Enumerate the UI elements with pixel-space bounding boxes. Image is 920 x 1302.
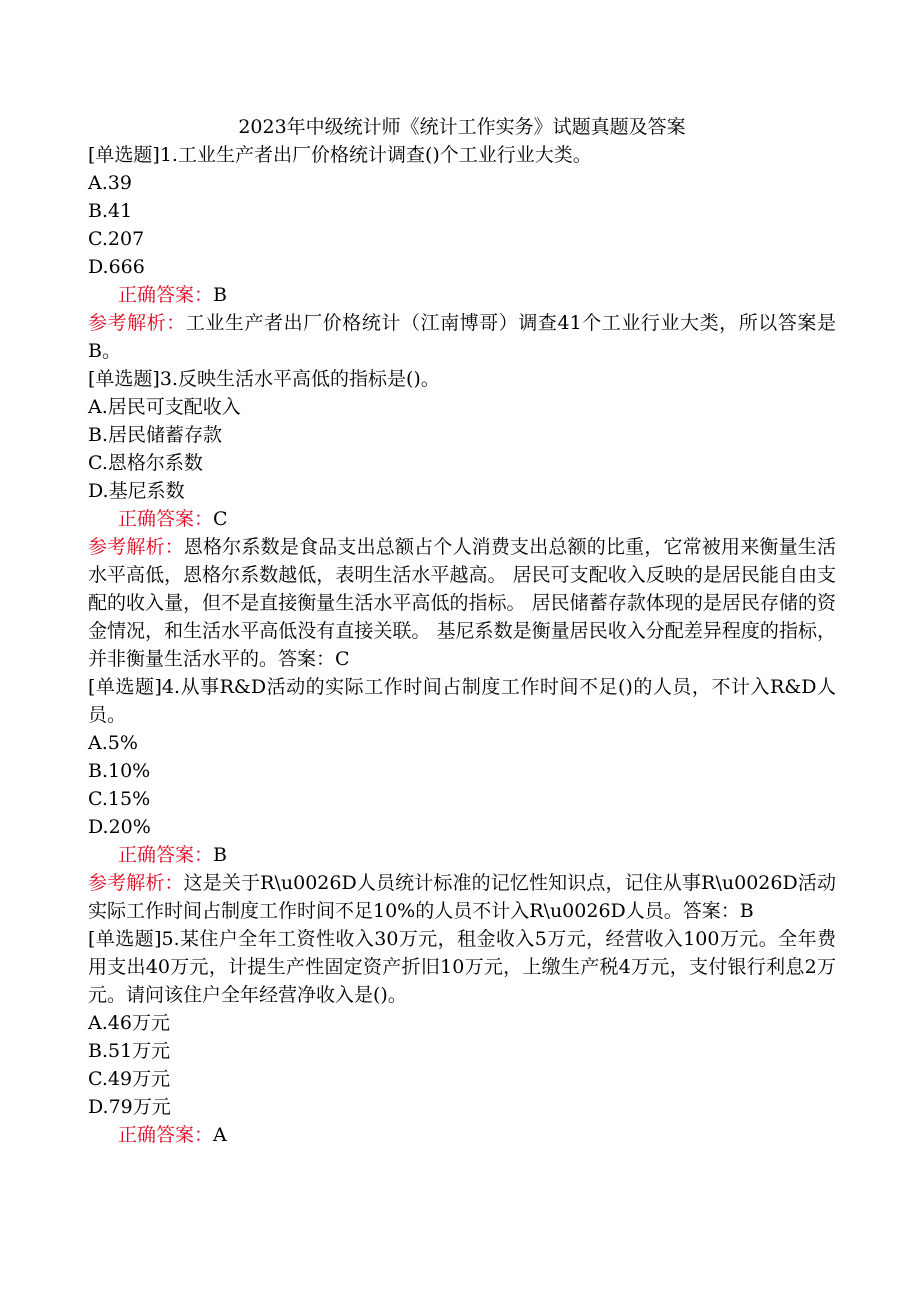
question-4-option-a: A.5% — [88, 732, 138, 754]
question-5-answer — [88, 1121, 836, 1149]
answer-label: 正确答案： — [118, 284, 214, 306]
question-3-option-a: A.居民可支配收入 — [88, 396, 241, 418]
question-5 — [88, 925, 836, 1149]
question-1 — [88, 141, 836, 365]
document-title: 2023年中级统计师《统计工作实务》试题真题及答案 — [238, 116, 686, 138]
question-5-option-c: C.49万元 — [88, 1068, 171, 1090]
question-1-option-b: B.41 — [88, 200, 133, 222]
analysis-text: 工业生产者出厂价格统计（江南博哥）调查41个工业行业大类，所以答案是B。 — [88, 312, 836, 362]
analysis-label: 参考解析： — [88, 872, 184, 894]
answer-value: A — [213, 1124, 227, 1146]
question-4-analysis — [88, 869, 836, 925]
answer-label: 正确答案： — [118, 844, 214, 866]
question-1-option-c: C.207 — [88, 228, 145, 250]
answer-label: 正确答案： — [118, 508, 214, 530]
question-5-stem: [单选题]5.某住户全年工资性收入30万元，租金收入5万元，经营收入100万元。全年费用支出40万元，计提生产性固定资产折旧10万元，上缴生产税4万元，支付银行利息2万元。请问该住户全年经营净收入是()。 — [88, 928, 836, 1006]
question-1-stem: [单选题]1.工业生产者出厂价格统计调查()个工业行业大类。 — [88, 144, 592, 166]
question-3-option-d: D.基尼系数 — [88, 480, 185, 502]
question-4 — [88, 673, 836, 925]
question-1-option-d: D.666 — [88, 256, 145, 278]
answer-value: B — [213, 844, 227, 866]
question-5-option-d: D.79万元 — [88, 1096, 171, 1118]
analysis-text: 恩格尔系数是食品支出总额占个人消费支出总额的比重，它常被用来衡量生活水平高低，恩格尔系数越低，表明生活水平越高。 居民可支配收入反映的是居民能自由支配的收入量，但不是直接衡量生活水平高低的指标。 居民储蓄存款体现的是居民存储的资金情况，和生活水平高低没有直接关联。 基尼系数是衡量居民收入分配差异程度的指标，并非衡量生活水平的。答案：C — [88, 536, 836, 670]
question-3-option-b: B.居民储蓄存款 — [88, 424, 223, 446]
document-page — [88, 113, 836, 1149]
question-3-stem: [单选题]3.反映生活水平高低的指标是()。 — [88, 368, 440, 390]
question-4-stem: [单选题]4.从事R&D活动的实际工作时间占制度工作时间不足()的人员，不计入R&D人员。 — [88, 676, 836, 726]
question-1-option-a: A.39 — [88, 172, 132, 194]
question-4-answer — [88, 841, 836, 869]
answer-label: 正确答案： — [118, 1124, 214, 1146]
question-3-answer — [88, 505, 836, 533]
question-5-option-a: A.46万元 — [88, 1012, 170, 1034]
question-1-answer — [88, 281, 836, 309]
question-5-option-b: B.51万元 — [88, 1040, 171, 1062]
question-4-option-d: D.20% — [88, 816, 151, 838]
question-3-analysis — [88, 533, 836, 673]
analysis-text: 这是关于R\u0026D人员统计标准的记忆性知识点，记住从事R\u0026D活动实际工作时间占制度工作时间不足10%的人员不计入R\u0026D人员。答案：B — [88, 872, 836, 922]
question-3 — [88, 365, 836, 673]
answer-value: B — [213, 284, 227, 306]
analysis-label: 参考解析： — [88, 312, 186, 334]
answer-value: C — [213, 508, 228, 530]
analysis-label: 参考解析： — [88, 536, 184, 558]
question-3-option-c: C.恩格尔系数 — [88, 452, 203, 474]
question-4-option-b: B.10% — [88, 760, 151, 782]
question-4-option-c: C.15% — [88, 788, 151, 810]
question-1-analysis — [88, 309, 836, 365]
